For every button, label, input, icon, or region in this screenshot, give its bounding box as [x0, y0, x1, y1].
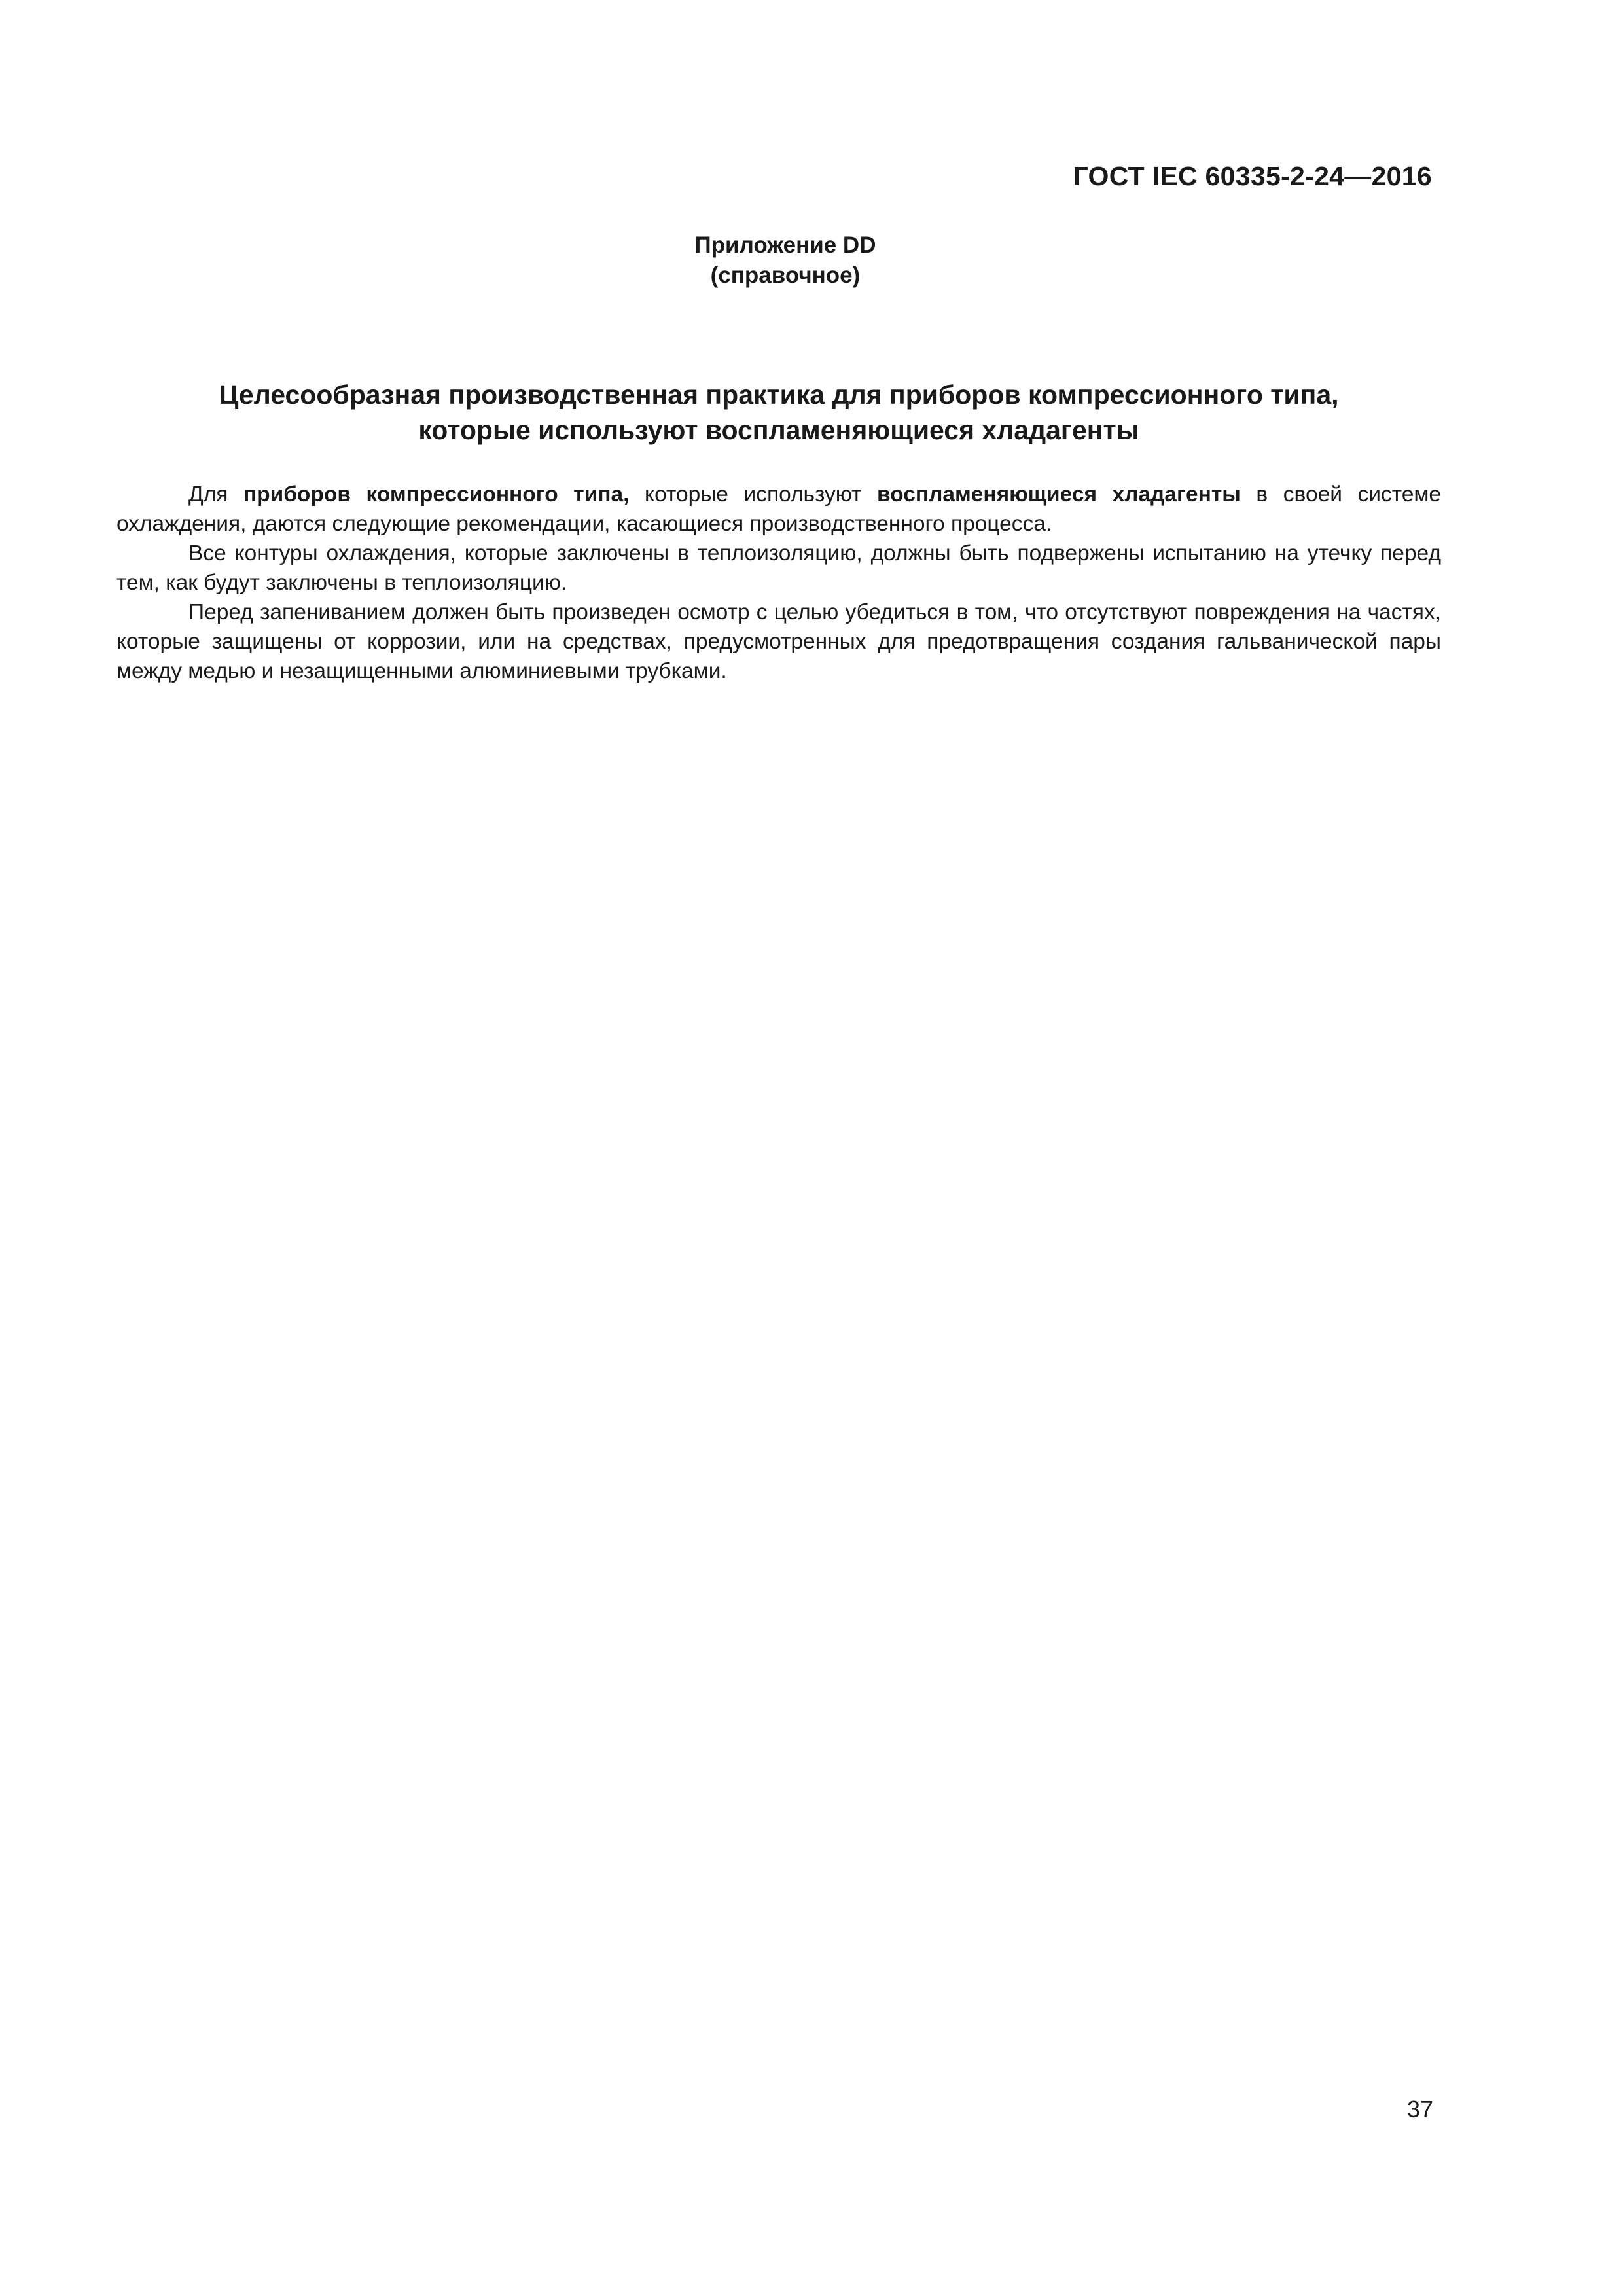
- p1-bold-term-2: воспламеняющиеся хладагенты: [877, 482, 1241, 507]
- p1-text-3: в своей системе охлаждения, даются следующие рекомендации, касающиеся производственного процесса.: [116, 482, 1441, 536]
- annex-label: Приложение DD: [694, 232, 876, 258]
- p1-text-1: Для: [188, 482, 243, 507]
- annex-type: (справочное): [710, 262, 861, 288]
- page-number: 37: [1406, 2096, 1433, 2123]
- paragraph-3: Перед запениванием должен быть произведен осмотр с целью убедиться в том, что отсутствуют повреждения на частях, которые защищены от коррозии, или на средствах, предусмотренных для предотвращения создания гальванической пары между медью и незащищенными алюминиевыми трубками.: [116, 600, 1441, 683]
- body-text: [116, 480, 1441, 686]
- p1-text-2: которые используют: [629, 482, 878, 507]
- document-code: ГОСТ IEC 60335-2-24—2016: [1073, 161, 1432, 191]
- paragraph-2: Все контуры охлаждения, которые заключены в теплоизоляцию, должны быть подвержены испытанию на утечку перед тем, как будут заключены в теплоизоляцию.: [116, 541, 1441, 595]
- title-line-1: Целесообразная производственная практика для приборов компрессионного типа,: [219, 380, 1339, 410]
- p1-bold-term-1: приборов компрессионного типа,: [243, 482, 630, 507]
- section-title: [118, 377, 1440, 448]
- annex-heading: [0, 230, 1571, 291]
- paragraph-1: [116, 480, 1441, 539]
- title-line-2: которые используют воспламеняющиеся хладагенты: [418, 415, 1139, 445]
